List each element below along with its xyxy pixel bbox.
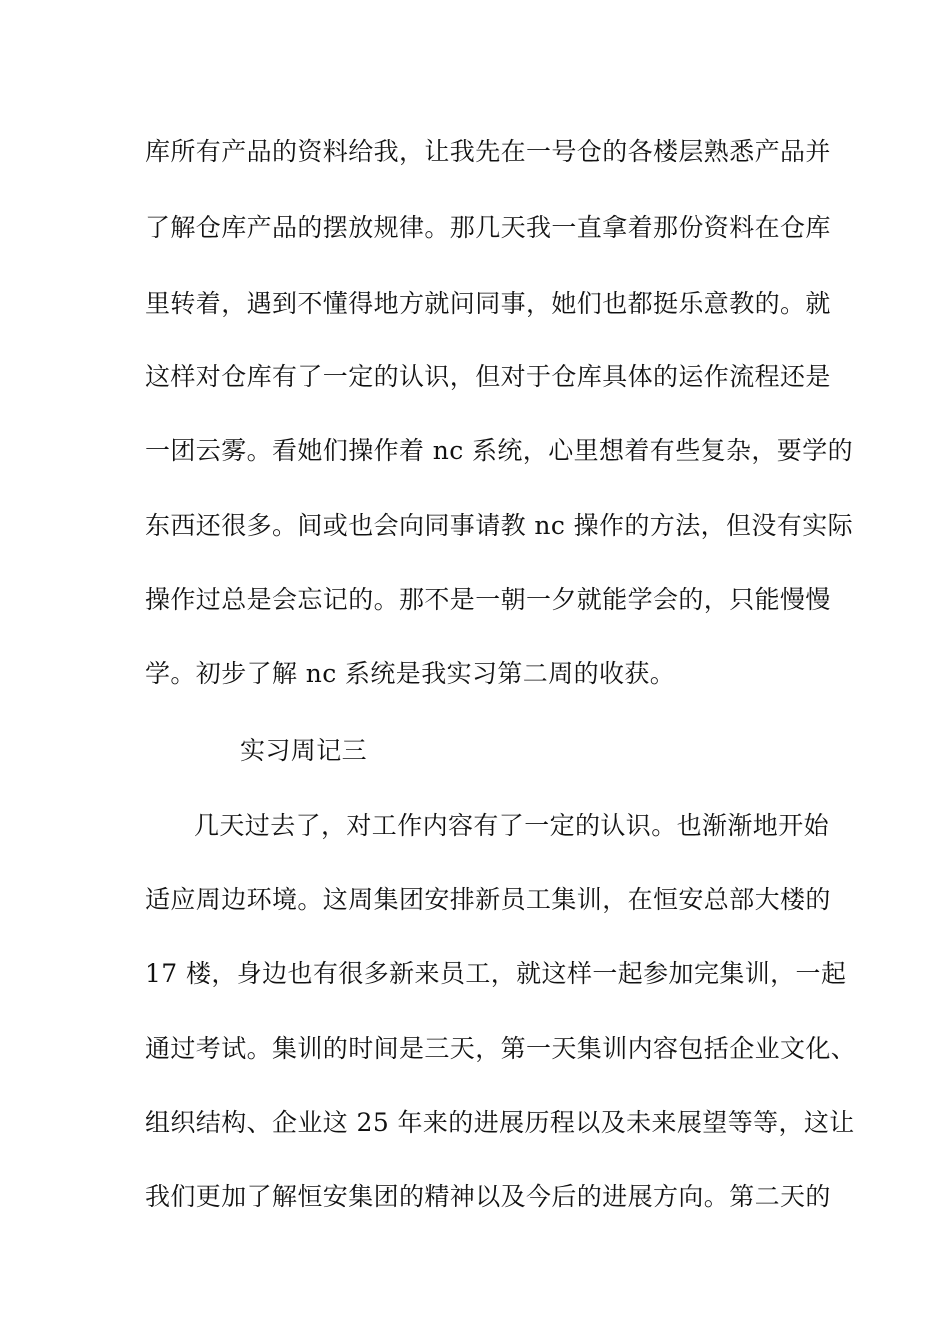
paragraph-line: 东西还很多。间或也会向同事请教 nc 操作的方法，但没有实际 [145, 511, 853, 540]
paragraph-line: 组织结构、企业这 25 年来的进展历程以及未来展望等等，这让 [145, 1108, 855, 1137]
paragraph-line: 通过考试。集训的时间是三天，第一天集训内容包括企业文化、 [145, 1034, 857, 1063]
paragraph-line: 操作过总是会忘记的。那不是一朝一夕就能学会的，只能慢慢 [145, 585, 831, 614]
paragraph-line: 里转着，遇到不懂得地方就问同事，她们也都挺乐意教的。就 [145, 289, 831, 318]
paragraph-line: 学。初步了解 nc 系统是我实习第二周的收获。 [145, 659, 676, 688]
paragraph-line: 17 楼，身边也有很多新来员工，就这样一起参加完集训，一起 [145, 959, 847, 988]
paragraph-line: 适应周边环境。这周集团安排新员工集训，在恒安总部大楼的 [145, 885, 831, 914]
paragraph-line: 库所有产品的资料给我，让我先在一号仓的各楼层熟悉产品并 [145, 137, 831, 166]
paragraph-line: 一团云雾。看她们操作着 nc 系统，心里想着有些复杂，要学的 [145, 436, 853, 465]
paragraph-line: 这样对仓库有了一定的认识，但对于仓库具体的运作流程还是 [145, 362, 831, 391]
section-heading: 实习周记三 [240, 736, 368, 765]
paragraph-line: 了解仓库产品的摆放规律。那几天我一直拿着那份资料在仓库 [145, 213, 831, 242]
paragraph-line: 我们更加了解恒安集团的精神以及今后的进展方向。第二天的 [145, 1182, 831, 1211]
paragraph-line: 几天过去了，对工作内容有了一定的认识。也渐渐地开始 [194, 811, 830, 840]
